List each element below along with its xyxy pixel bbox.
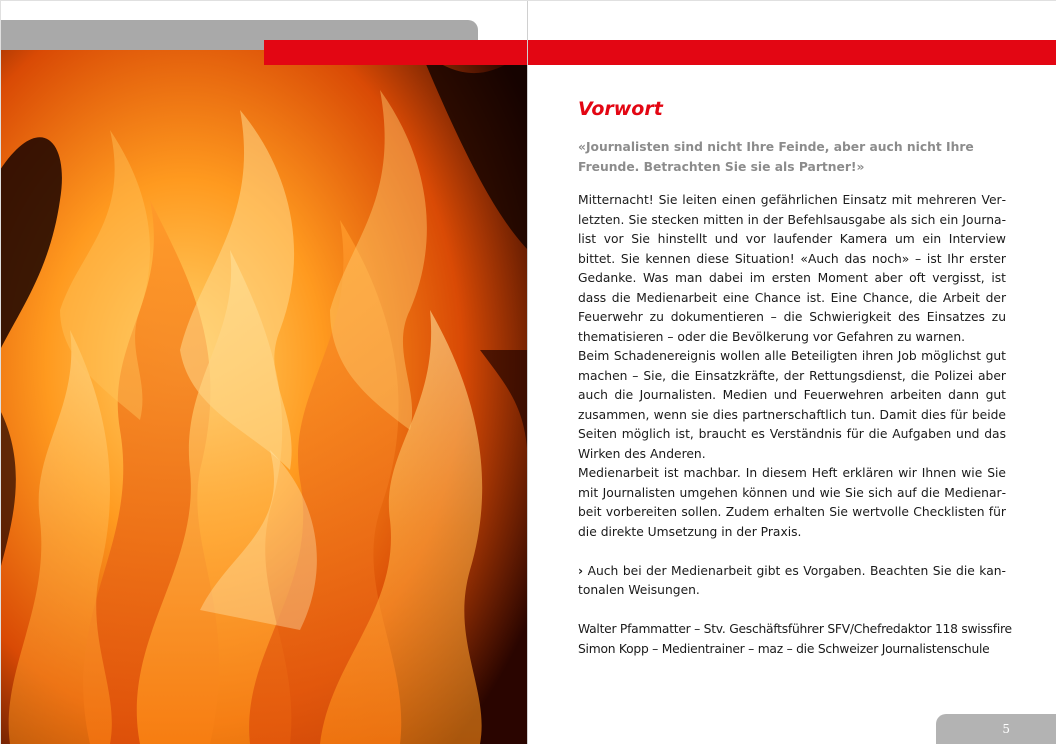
right-page: [528, 0, 1056, 744]
paragraph: Medienarbeit ist machbar. In diesem Heft erklären wir Ihnen wie Sie mit Journalisten umgehen können und wie Sie sich auf die Medienarbeit vorbereiten sollen. Zudem erhalten Sie wertvolle Checklisten für die direkte Umsetzung in der Praxis.: [578, 466, 1006, 539]
note-text: Auch bei der Medienarbeit gibt es Vorgaben. Beachten Sie die kantonalen Weisungen.: [578, 563, 1006, 597]
authors: [578, 620, 1012, 659]
spine-fold: [527, 0, 528, 744]
paragraph: Mitternacht! Sie leiten einen gefährlichen Einsatz mit mehreren Verletzten. Sie stecken mitten in der Befehlsausgabe als sich ein Journalist vor Sie hinstellt und vor laufender Kamera um ein Interview bittet. Sie kennen diese Situation! «Auch das noch» – ist Ihr erster Gedanke. Was man dabei im ersten Moment aber oft vergisst, ist dass die Medienarbeit eine Chance ist. Eine Chance, die Arbeit der Feuerwehr zu dokumentieren – die Schwierigkeit des Einsatzes zu thematisieren – oder die Bevölkerung vor Gefahren zu warnen.: [578, 193, 1006, 344]
frame-edge: [0, 0, 1056, 1]
header-red-bar: [528, 40, 1056, 65]
note: [578, 562, 1006, 601]
author-line: Simon Kopp – Medientrainer – maz – die Schweizer Journalistenschule: [578, 641, 990, 656]
header-red-bar: [264, 40, 528, 65]
flames-illustration: [0, 50, 528, 744]
paragraph: Beim Schadenereignis wollen alle Beteiligten ihren Job möglichst gut machen – Sie, die Einsatzkräfte, der Rettungsdienst, die Polizei aber auch die Journalisten. Medien und Feuerwehren arbeiten dann gut zusammen, wenn sie dies partnerschaftlich tun. Damit dies für beide Seiten möglich ist, braucht es Verständnis für die Aufgaben und das Wirken des Anderen.: [578, 349, 1006, 461]
page-number: 5: [1002, 722, 1010, 736]
chevron-right-icon: ›: [578, 563, 584, 578]
fire-flames-photo: [0, 50, 528, 744]
lead-quote: «Journalisten sind nicht Ihre Feinde, aber auch nicht Ihre Freunde. Betrachten Sie sie als Partner!»: [578, 140, 974, 174]
body-text: [578, 191, 1006, 542]
page-title: Vorwort: [578, 98, 663, 120]
frame-edge: [0, 0, 1, 744]
author-line: Walter Pfammatter – Stv. Geschäftsführer SFV/Chefredaktor 118 swissfire: [578, 622, 1012, 636]
page-number-tab: [936, 714, 1056, 744]
foreword-content: [578, 96, 1012, 659]
